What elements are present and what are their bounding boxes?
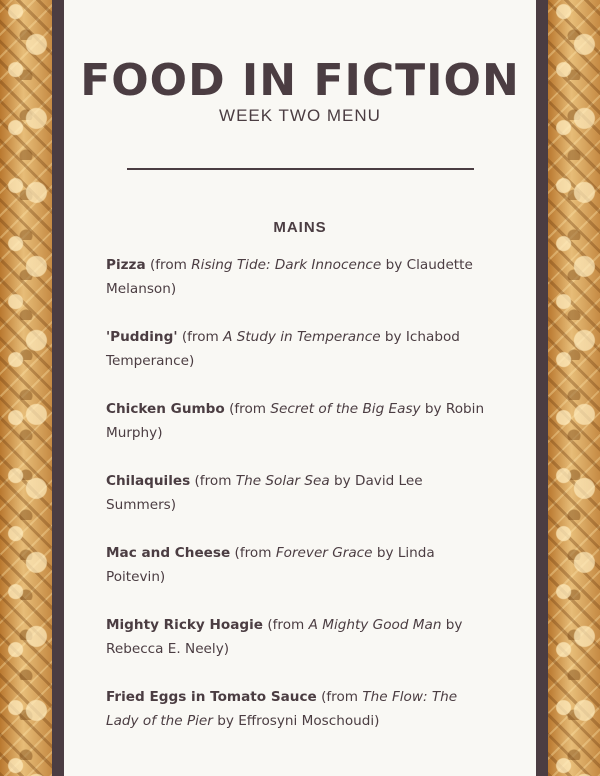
dish-name: Chilaquiles xyxy=(106,473,191,489)
book-title: Forever Grace xyxy=(275,545,373,561)
menu-item xyxy=(106,325,486,373)
source-prefix: (from xyxy=(263,617,309,633)
source-prefix: (from xyxy=(316,689,363,705)
source-prefix: (from xyxy=(145,257,192,273)
author-credit: by Linda Poitevin) xyxy=(106,545,435,585)
author-credit: by Effrosyni Moschoudi) xyxy=(212,713,380,729)
book-title: A Study in Temperance xyxy=(223,329,381,345)
menu-page xyxy=(64,0,536,776)
ornamental-border-right xyxy=(548,0,600,776)
author-credit: by Robin Murphy) xyxy=(106,401,485,441)
menu-item xyxy=(106,253,486,301)
author-credit: by Ichabod Temperance) xyxy=(106,329,460,369)
book-title: A Mighty Good Man xyxy=(308,617,442,633)
page-subtitle: WEEK TWO MENU xyxy=(219,106,381,125)
section-heading: MAINS xyxy=(273,219,327,236)
dish-name: Pizza xyxy=(106,257,146,273)
menu-item xyxy=(106,469,486,517)
author-credit: by Claudette Melanson) xyxy=(106,257,473,297)
book-title: Rising Tide: Dark Innocence xyxy=(191,257,382,273)
menu-item xyxy=(106,685,486,733)
source-prefix: (from xyxy=(230,545,276,561)
source-prefix: (from xyxy=(224,401,271,417)
book-title: The Solar Sea xyxy=(235,473,330,489)
book-title: The Flow: The Lady of the Pier xyxy=(106,689,458,729)
dish-name: Fried Eggs in Tomato Sauce xyxy=(106,689,317,705)
dish-name: Mac and Cheese xyxy=(106,545,231,561)
ornamental-border-left xyxy=(0,0,52,776)
page-title: FOOD IN FICTION xyxy=(80,55,520,106)
source-prefix: (from xyxy=(177,329,224,345)
dish-name: 'Pudding' xyxy=(106,329,178,345)
menu-item xyxy=(106,541,486,589)
book-title: Secret of the Big Easy xyxy=(270,401,421,417)
frame-stripe-left xyxy=(52,0,64,776)
dish-name: Chicken Gumbo xyxy=(106,401,225,417)
source-prefix: (from xyxy=(190,473,236,489)
frame-stripe-right xyxy=(536,0,548,776)
dish-name: Mighty Ricky Hoagie xyxy=(106,617,264,633)
menu-item xyxy=(106,397,486,445)
author-credit: by David Lee Summers) xyxy=(106,473,423,513)
menu-list xyxy=(106,253,486,757)
author-credit: by Rebecca E. Neely) xyxy=(106,617,463,657)
divider xyxy=(127,168,474,170)
menu-item xyxy=(106,613,486,661)
